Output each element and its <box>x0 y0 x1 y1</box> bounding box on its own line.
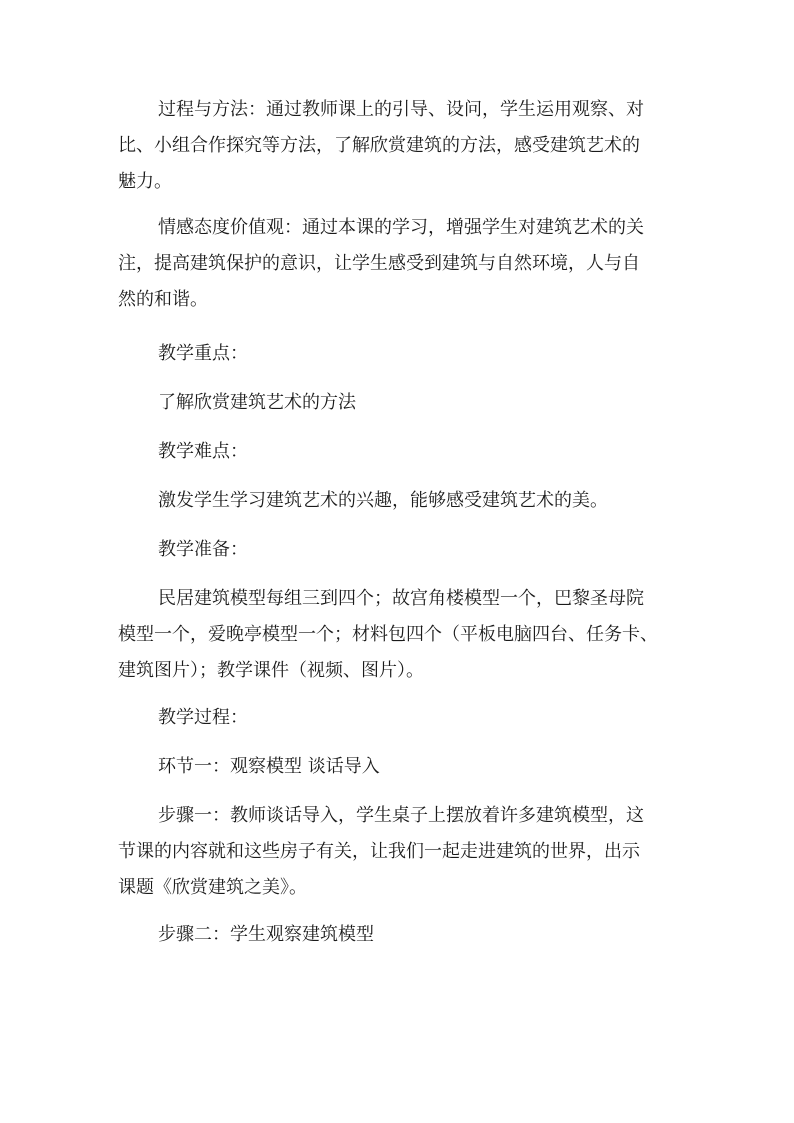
paragraph-step-one: 步骤一：教师谈话导入，学生桌子上摆放着许多建筑模型，这 节课的内容就和这些房子有关，让我们一起走进建筑的世界，出示 课题《欣赏建筑之美》。 <box>118 805 644 898</box>
paragraph-teaching-preparation: 民居建筑模型每组三到四个；故宫角楼模型一个，巴黎圣母院 模型一个，爱晚亭模型一个；材料包四个（平板电脑四台、任务卡、 建筑图片）；教学课件（视频、图片）。 <box>118 588 658 681</box>
paragraph-teaching-difficulty: 激发学生学习建筑艺术的兴趣，能够感受建筑艺术的美。 <box>158 490 608 511</box>
paragraph-teaching-focus: 了解欣赏建筑艺术的方法 <box>158 392 356 413</box>
paragraph-process-method: 过程与方法：通过教师课上的引导、设问，学生运用观察、对 比、小组合作探究等方法，了解欣赏建筑的方法，感受建筑艺术的 魅力。 <box>118 99 644 192</box>
paragraph-emotion-values: 情感态度价值观：通过本课的学习，增强学生对建筑艺术的关 注，提高建筑保护的意识，让学生感受到建筑与自然环境，人与自 然的和谐。 <box>118 217 644 310</box>
paragraph-step-two: 步骤二：学生观察建筑模型 <box>158 924 374 945</box>
heading-teaching-process: 教学过程： <box>158 707 248 728</box>
heading-teaching-difficulty: 教学难点： <box>158 441 248 462</box>
heading-teaching-focus: 教学重点： <box>158 343 248 364</box>
heading-teaching-preparation: 教学准备： <box>158 539 248 560</box>
heading-section-one: 环节一：观察模型 谈话导入 <box>158 756 380 777</box>
